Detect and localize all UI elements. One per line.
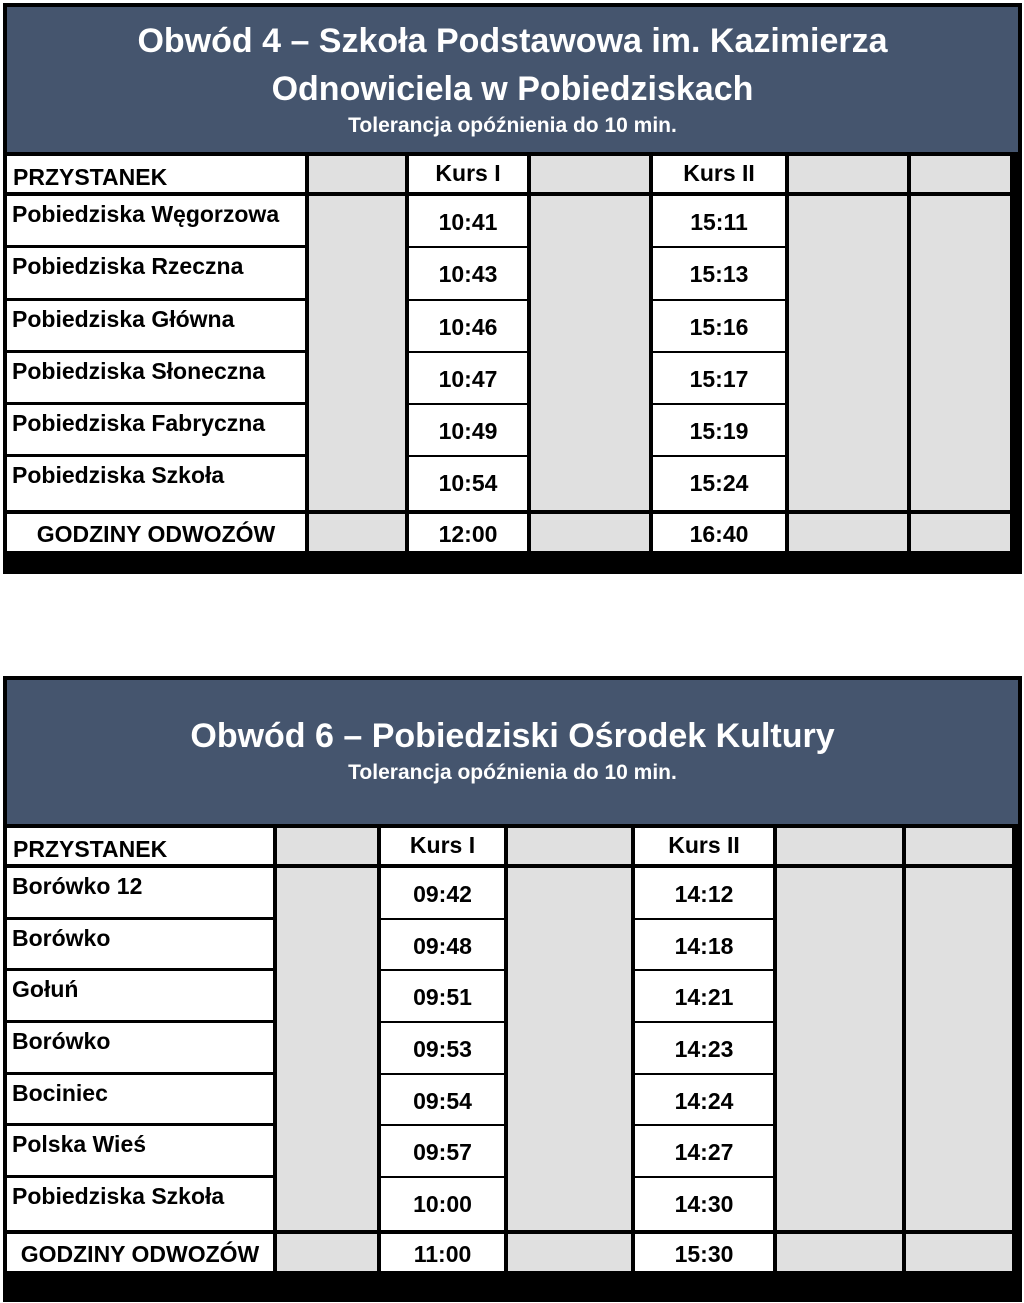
blank-cell: [911, 196, 1010, 248]
stop-name: Pobiedziska Rzeczna: [7, 248, 305, 300]
departure-time-kurs-1: 09:54: [381, 1075, 504, 1127]
blank-cell: [309, 405, 405, 457]
stop-name: Polska Wieś: [7, 1126, 273, 1178]
blank-cell: [789, 301, 907, 353]
blank-cell: [309, 248, 405, 300]
blank-cell: [531, 353, 649, 405]
blank-cell: [789, 514, 907, 551]
blank-cell: [277, 868, 377, 920]
blank-cell: [531, 405, 649, 457]
schedule-obwod-4: [3, 3, 1022, 574]
departure-time-kurs-2: 14:18: [635, 920, 773, 972]
column-header-kurs-2: Kurs II: [653, 156, 785, 192]
tolerance-note: Tolerancja opóźnienia do 10 min.: [348, 761, 677, 784]
departure-time-kurs-1: 09:42: [381, 868, 504, 920]
tolerance-note: Tolerancja opóźnienia do 10 min.: [348, 114, 677, 137]
blank-cell: [777, 868, 902, 920]
blank-column-header: [531, 156, 649, 192]
blank-cell: [789, 196, 907, 248]
blank-cell: [789, 353, 907, 405]
blank-cell: [309, 196, 405, 248]
blank-cell: [508, 1234, 631, 1271]
blank-column-header: [309, 156, 405, 192]
stop-name: Bociniec: [7, 1075, 273, 1127]
departure-time-kurs-1: 10:54: [409, 457, 527, 509]
blank-cell: [777, 971, 902, 1023]
blank-column-header: [277, 828, 377, 864]
blank-cell: [777, 1234, 902, 1271]
blank-cell: [777, 1023, 902, 1075]
blank-cell: [777, 1178, 902, 1230]
blank-cell: [906, 1075, 1012, 1127]
blank-column-header: [777, 828, 902, 864]
departure-time-kurs-1: 10:49: [409, 405, 527, 457]
blank-cell: [508, 1023, 631, 1075]
blank-column-header: [906, 828, 1012, 864]
departure-time-kurs-2: 14:27: [635, 1126, 773, 1178]
column-header-kurs-1: Kurs I: [409, 156, 527, 192]
stop-name: Pobiedziska Szkoła: [7, 457, 305, 509]
departure-time-kurs-2: 15:19: [653, 405, 785, 457]
blank-cell: [508, 920, 631, 972]
blank-cell: [906, 868, 1012, 920]
blank-cell: [309, 353, 405, 405]
stop-name: Gołuń: [7, 971, 273, 1023]
blank-cell: [277, 1234, 377, 1271]
return-time-kurs-1: 11:00: [381, 1234, 504, 1271]
departure-time-kurs-1: 09:53: [381, 1023, 504, 1075]
blank-cell: [531, 301, 649, 353]
blank-cell: [277, 1075, 377, 1127]
column-header-kurs-1: Kurs I: [381, 828, 504, 864]
departure-time-kurs-1: 10:47: [409, 353, 527, 405]
blank-cell: [531, 196, 649, 248]
departure-time-kurs-1: 09:51: [381, 971, 504, 1023]
blank-cell: [531, 248, 649, 300]
stop-name: Pobiedziska Szkoła: [7, 1178, 273, 1230]
blank-cell: [911, 353, 1010, 405]
column-header-stop: PRZYSTANEK: [7, 156, 305, 192]
blank-cell: [277, 971, 377, 1023]
stop-name: Pobiedziska Słoneczna: [7, 353, 305, 405]
blank-cell: [508, 1178, 631, 1230]
blank-cell: [777, 1075, 902, 1127]
blank-cell: [906, 1234, 1012, 1271]
stop-name: Pobiedziska Węgorzowa: [7, 196, 305, 248]
departure-time-kurs-2: 14:23: [635, 1023, 773, 1075]
timetable-grid: [7, 156, 1018, 551]
blank-cell: [906, 1178, 1012, 1230]
return-times-label: GODZINY ODWOZÓW: [7, 1234, 273, 1271]
schedule-title-line-2: Odnowiciela w Pobiedziskach: [271, 70, 754, 108]
schedule-title-line-1: Obwód 4 – Szkoła Podstawowa im. Kazimierza: [137, 22, 888, 60]
blank-cell: [789, 248, 907, 300]
schedule-header: [7, 680, 1018, 824]
departure-time-kurs-2: 14:24: [635, 1075, 773, 1127]
departure-time-kurs-2: 15:13: [653, 248, 785, 300]
blank-column-header: [789, 156, 907, 192]
blank-cell: [508, 1126, 631, 1178]
blank-cell: [508, 971, 631, 1023]
blank-cell: [789, 457, 907, 509]
departure-time-kurs-2: 15:16: [653, 301, 785, 353]
stop-name: Pobiedziska Fabryczna: [7, 405, 305, 457]
departure-time-kurs-1: 10:46: [409, 301, 527, 353]
departure-time-kurs-1: 10:00: [381, 1178, 504, 1230]
departure-time-kurs-1: 10:41: [409, 196, 527, 248]
departure-time-kurs-1: 09:48: [381, 920, 504, 972]
departure-time-kurs-2: 15:17: [653, 353, 785, 405]
return-time-kurs-1: 12:00: [409, 514, 527, 551]
blank-cell: [277, 1126, 377, 1178]
stop-name: Borówko: [7, 1023, 273, 1075]
blank-cell: [911, 514, 1010, 551]
return-times-label: GODZINY ODWOZÓW: [7, 514, 305, 551]
blank-cell: [777, 920, 902, 972]
blank-cell: [911, 457, 1010, 509]
blank-cell: [309, 514, 405, 551]
departure-time-kurs-2: 14:21: [635, 971, 773, 1023]
column-header-stop: PRZYSTANEK: [7, 828, 273, 864]
blank-cell: [906, 971, 1012, 1023]
blank-cell: [911, 248, 1010, 300]
return-time-kurs-2: 15:30: [635, 1234, 773, 1271]
blank-cell: [508, 868, 631, 920]
departure-time-kurs-2: 14:30: [635, 1178, 773, 1230]
column-header-kurs-2: Kurs II: [635, 828, 773, 864]
departure-time-kurs-2: 15:24: [653, 457, 785, 509]
departure-time-kurs-2: 15:11: [653, 196, 785, 248]
departure-time-kurs-1: 10:43: [409, 248, 527, 300]
blank-cell: [789, 405, 907, 457]
schedule-title: Obwód 6 – Pobiedziski Ośrodek Kultury: [190, 717, 835, 755]
blank-cell: [906, 920, 1012, 972]
blank-cell: [531, 457, 649, 509]
departure-time-kurs-2: 14:12: [635, 868, 773, 920]
stop-name: Pobiedziska Główna: [7, 301, 305, 353]
blank-cell: [277, 1178, 377, 1230]
return-time-kurs-2: 16:40: [653, 514, 785, 551]
blank-cell: [277, 1023, 377, 1075]
schedule-title: [7, 7, 1018, 113]
schedule-header: [7, 7, 1018, 152]
timetable-grid: [7, 828, 1018, 1271]
blank-column-header: [911, 156, 1010, 192]
blank-cell: [777, 1126, 902, 1178]
stop-name: Borówko: [7, 920, 273, 972]
blank-cell: [309, 457, 405, 509]
blank-cell: [911, 405, 1010, 457]
blank-cell: [906, 1126, 1012, 1178]
blank-column-header: [508, 828, 631, 864]
stop-name: Borówko 12: [7, 868, 273, 920]
blank-cell: [911, 301, 1010, 353]
blank-cell: [531, 514, 649, 551]
schedule-obwod-6: [3, 676, 1022, 1302]
blank-cell: [277, 920, 377, 972]
blank-cell: [508, 1075, 631, 1127]
blank-cell: [309, 301, 405, 353]
departure-time-kurs-1: 09:57: [381, 1126, 504, 1178]
blank-cell: [906, 1023, 1012, 1075]
